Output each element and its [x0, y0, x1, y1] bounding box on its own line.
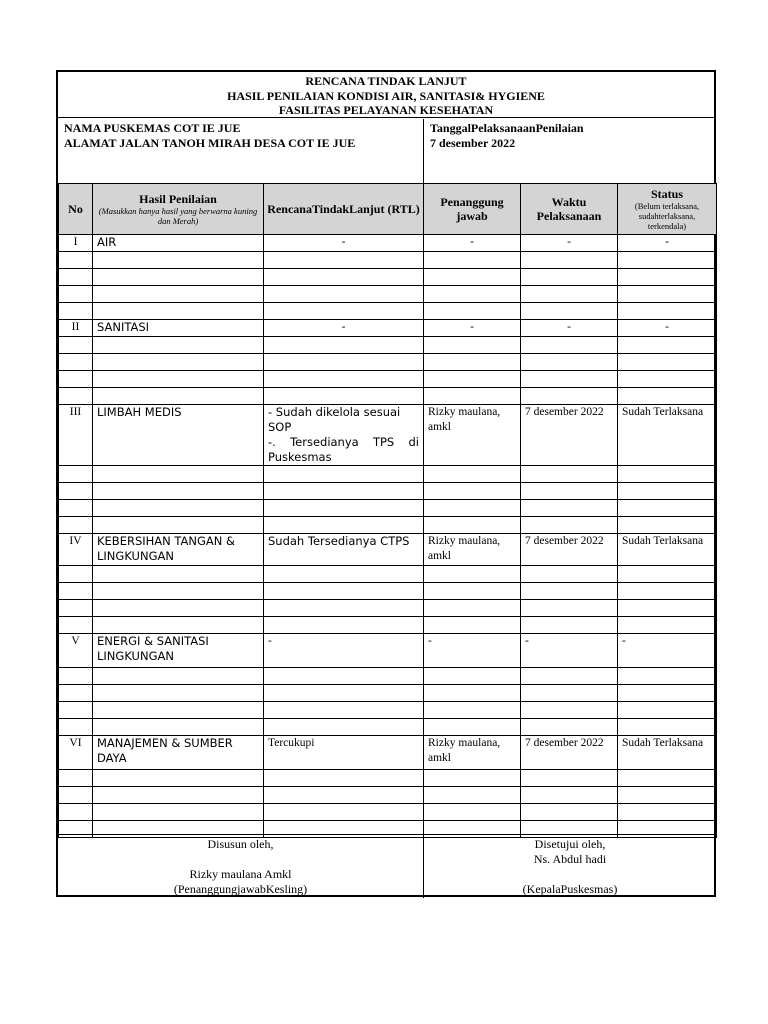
- section-pj: Rizky maulana, amkl: [424, 736, 521, 770]
- section-name: MANAJEMEN & SUMBER DAYA: [93, 736, 264, 770]
- section-row-energi-sanitasi: [59, 634, 717, 668]
- assessment-date-value: 7 desember 2022: [430, 136, 516, 150]
- blank-row: [59, 668, 717, 685]
- document-page: [56, 70, 716, 897]
- blank-row: [59, 337, 717, 354]
- blank-row: [59, 583, 717, 600]
- section-name: ENERGI & SANITASI LINGKUNGAN: [93, 634, 264, 668]
- title-line-1: RENCANA TINDAK LANJUT: [305, 74, 467, 88]
- blank-row: [59, 252, 717, 269]
- blank-row: [59, 770, 717, 787]
- blank-row: [59, 388, 717, 405]
- blank-row: [59, 466, 717, 483]
- section-status: Sudah Terlaksana: [618, 534, 717, 566]
- section-pj: -: [424, 235, 521, 252]
- column-header-hasil: [93, 184, 264, 235]
- section-status: Sudah Terlaksana: [618, 736, 717, 770]
- column-header-status-label: Status: [650, 187, 683, 201]
- title-line-3: FASILITAS PELAYANAN KESEHATAN: [278, 103, 494, 117]
- facility-name: NAMA PUSKEMAS COT IE JUE: [64, 121, 241, 135]
- document-title: [58, 72, 714, 118]
- section-status: -: [618, 235, 717, 252]
- section-status: -: [618, 320, 717, 337]
- prepared-by-name: Rizky maulana Amkl: [189, 867, 292, 881]
- blank-row: [59, 804, 717, 821]
- blank-row: [59, 600, 717, 617]
- section-row-manajemen: [59, 736, 717, 770]
- column-header-status: [618, 184, 717, 235]
- assessment-date-label: TanggalPelaksanaanPenilaian: [430, 121, 584, 135]
- section-waktu: -: [521, 634, 618, 668]
- blank-row: [59, 500, 717, 517]
- section-status: Sudah Terlaksana: [618, 405, 717, 466]
- section-name: LIMBAH MEDIS: [93, 405, 264, 466]
- blank-row: [59, 371, 717, 388]
- blank-row: [59, 286, 717, 303]
- section-rtl: -: [264, 235, 424, 252]
- blank-row: [59, 685, 717, 702]
- blank-row: [59, 483, 717, 500]
- section-name: AIR: [93, 235, 264, 252]
- section-number: IV: [59, 534, 93, 566]
- section-row-kebersihan-tangan: [59, 534, 717, 566]
- column-header-status-note: (Belum terlaksana, sudahterlaksana, terkendala): [634, 201, 700, 231]
- signature-section: [58, 834, 716, 898]
- section-rtl: -: [264, 320, 424, 337]
- section-status: -: [618, 634, 717, 668]
- section-rtl: [264, 405, 424, 466]
- approved-by-label: Disetujui oleh,: [534, 837, 606, 851]
- section-row-sanitasi: [59, 320, 717, 337]
- section-waktu: 7 desember 2022: [521, 405, 618, 466]
- prepared-by-role: (PenanggungjawabKesling): [173, 882, 308, 896]
- blank-row: [59, 303, 717, 320]
- approved-by-block: [423, 835, 716, 898]
- section-rtl-line-2: -. Tersedianya TPS di Puskesmas: [268, 435, 419, 464]
- section-pj: -: [424, 320, 521, 337]
- section-name: SANITASI: [93, 320, 264, 337]
- rtl-table: [58, 183, 717, 838]
- column-header-hasil-note: (Masukkan hanya hasil yang berwarna kuning dan Merah): [98, 206, 258, 226]
- section-row-air: [59, 235, 717, 252]
- blank-row: [59, 517, 717, 534]
- section-number: III: [59, 405, 93, 466]
- approved-by-name: Ns. Abdul hadi: [533, 852, 607, 866]
- column-header-no: No: [59, 184, 93, 235]
- blank-row: [59, 566, 717, 583]
- column-header-waktu: Waktu Pelaksanaan: [521, 184, 618, 235]
- section-pj: -: [424, 634, 521, 668]
- section-name: KEBERSIHAN TANGAN & LINGKUNGAN: [93, 534, 264, 566]
- section-row-limbah-medis: [59, 405, 717, 466]
- section-rtl: Tercukupi: [264, 736, 424, 770]
- section-waktu: -: [521, 320, 618, 337]
- section-rtl: Sudah Tersedianya CTPS: [264, 534, 424, 566]
- approved-by-role: (KepalaPuskesmas): [522, 882, 618, 896]
- blank-row: [59, 702, 717, 719]
- section-waktu: -: [521, 235, 618, 252]
- section-number: I: [59, 235, 93, 252]
- section-waktu: 7 desember 2022: [521, 736, 618, 770]
- section-number: VI: [59, 736, 93, 770]
- section-number: II: [59, 320, 93, 337]
- section-rtl-line-1: - Sudah dikelola sesuai SOP: [268, 405, 401, 434]
- section-pj: Rizky maulana, amkl: [424, 534, 521, 566]
- section-number: V: [59, 634, 93, 668]
- prepared-by-block: [58, 835, 423, 898]
- blank-row: [59, 354, 717, 371]
- prepared-by-label: Disusun oleh,: [207, 837, 274, 851]
- title-line-2: HASIL PENILAIAN KONDISI AIR, SANITASI& HYGIENE: [227, 88, 545, 103]
- column-header-hasil-label: Hasil Penilaian: [139, 192, 217, 206]
- section-waktu: 7 desember 2022: [521, 534, 618, 566]
- blank-row: [59, 269, 717, 286]
- column-header-pj: Penanggung jawab: [424, 184, 521, 235]
- table-header-row: [59, 184, 717, 235]
- blank-row: [59, 617, 717, 634]
- blank-row: [59, 719, 717, 736]
- section-rtl: -: [264, 634, 424, 668]
- blank-row: [59, 787, 717, 804]
- column-header-rtl: RencanaTindakLanjut (RTL): [264, 184, 424, 235]
- facility-address: ALAMAT JALAN TANOH MIRAH DESA COT IE JUE: [64, 136, 356, 150]
- section-pj: Rizky maulana, amkl: [424, 405, 521, 466]
